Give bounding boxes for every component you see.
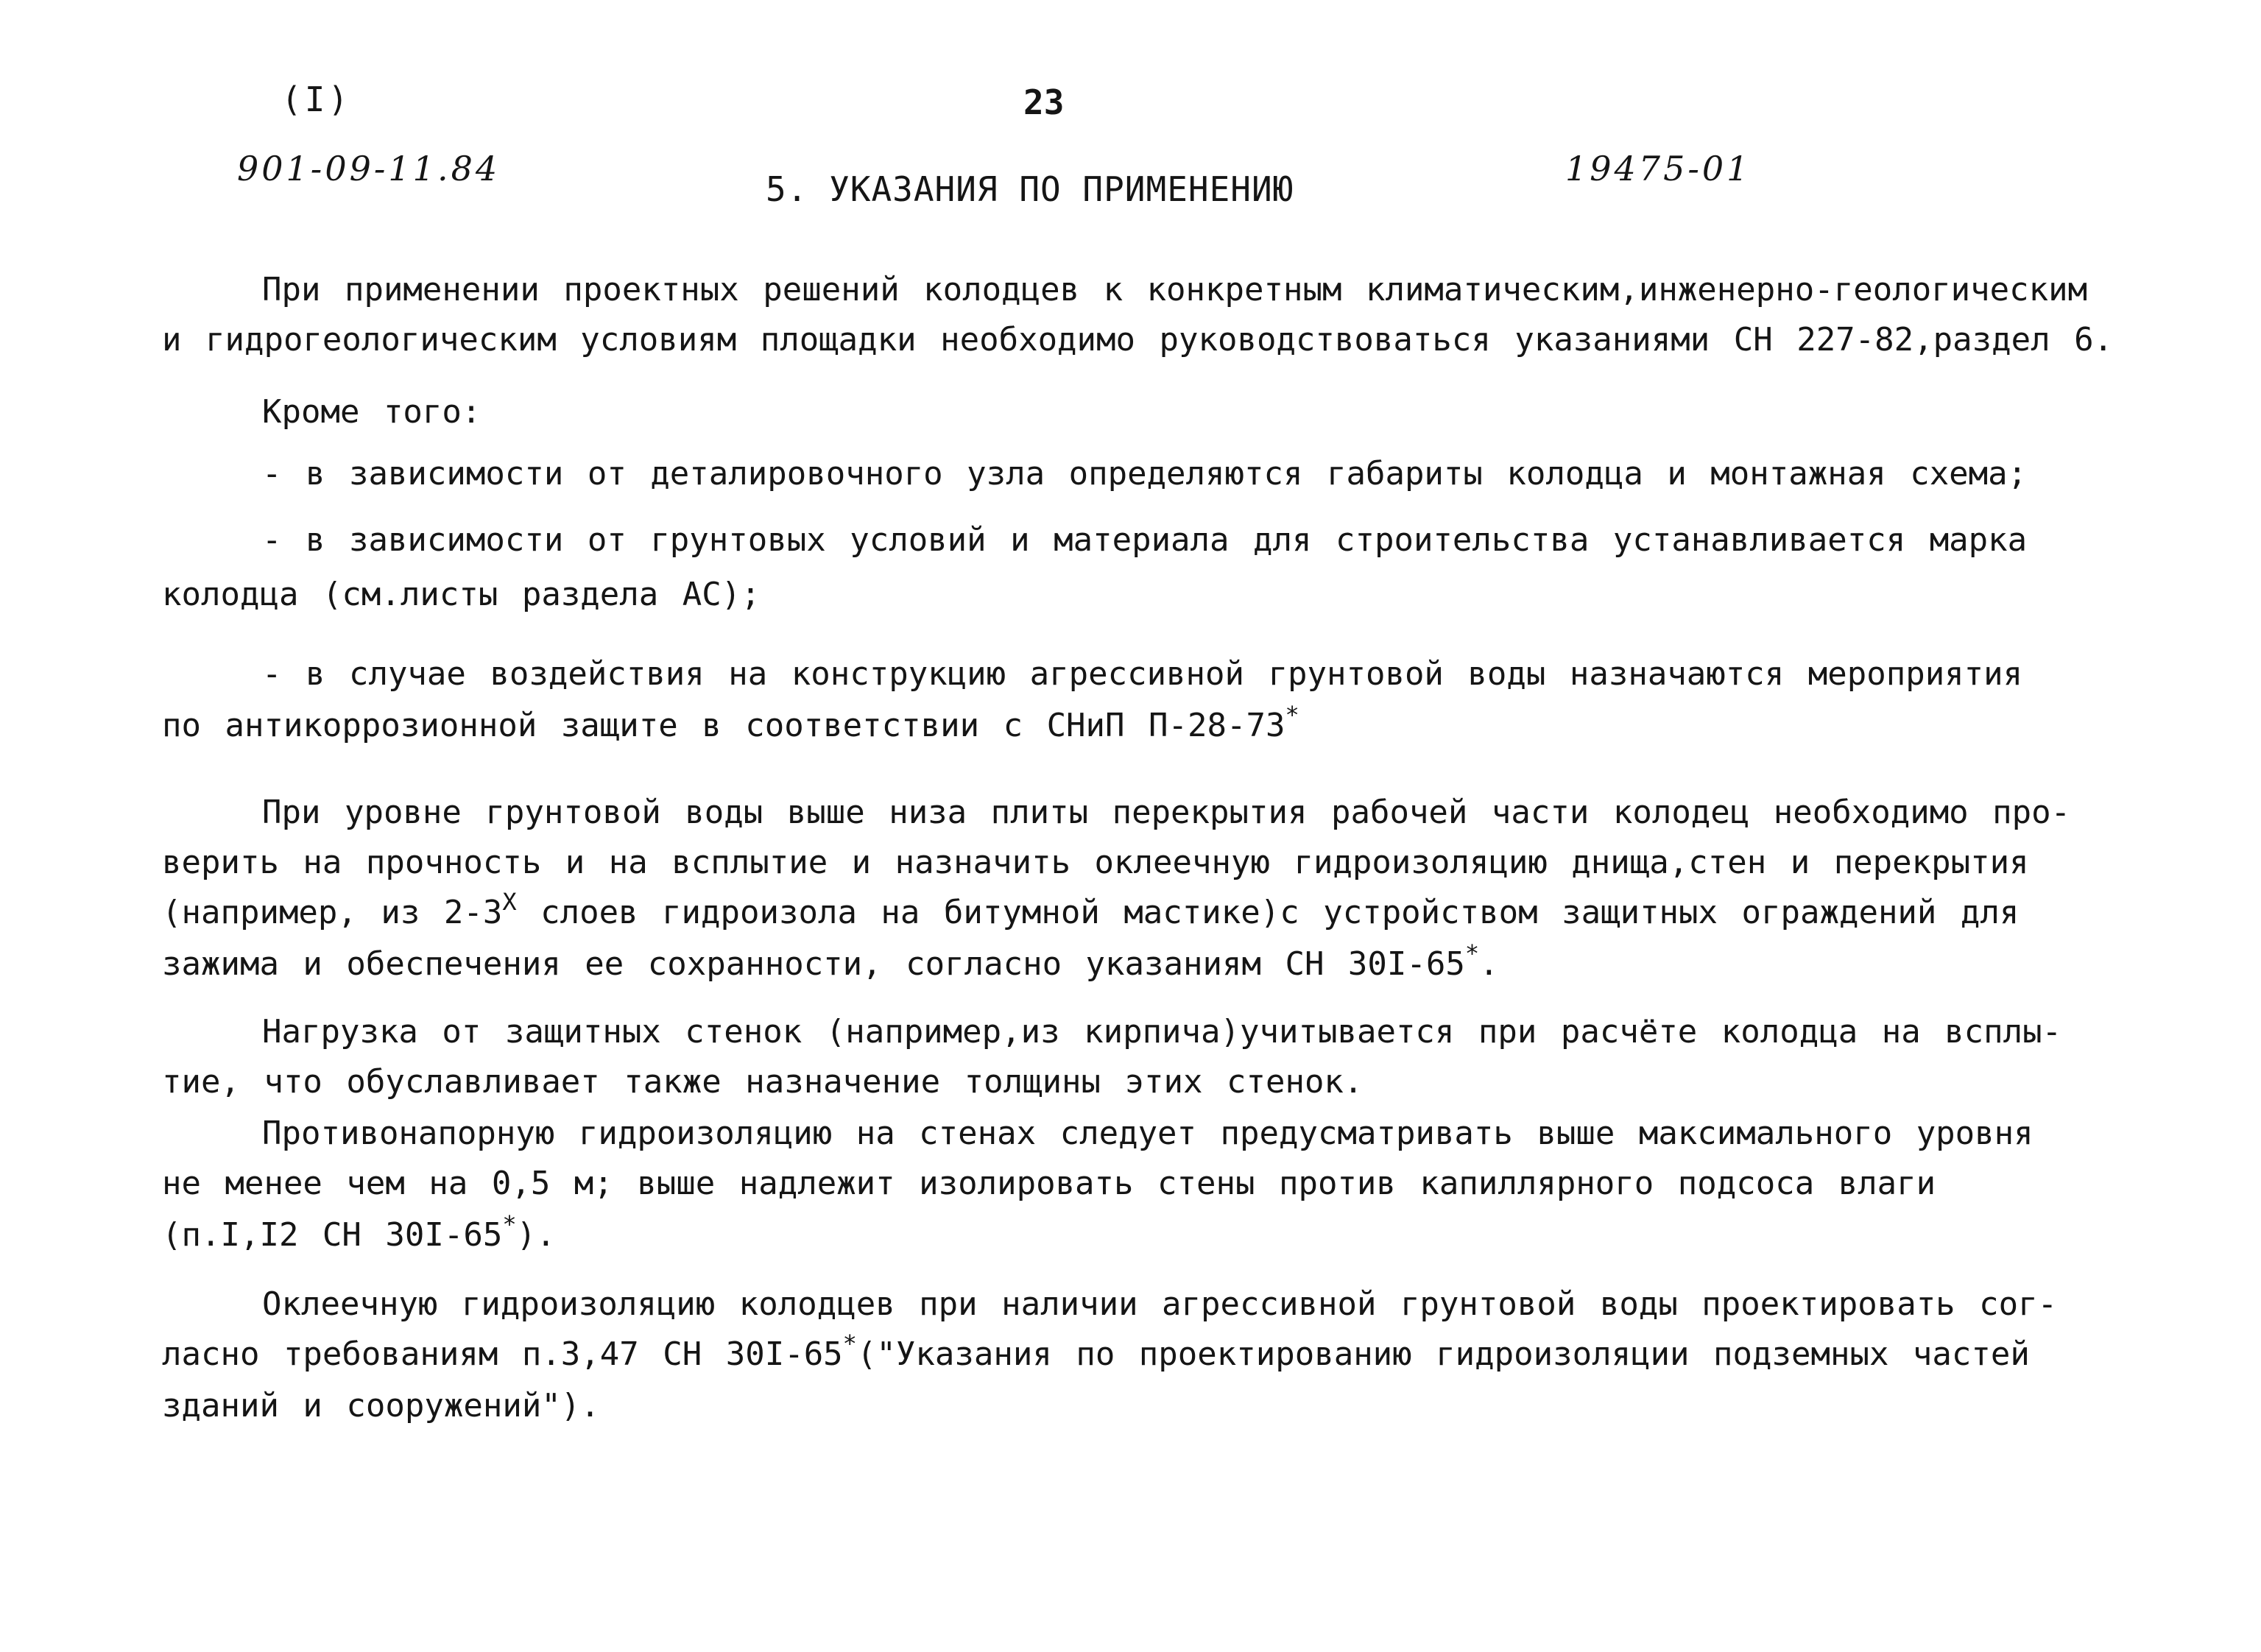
paragraph-3-line-1: - в зависимости от деталировочного узла определяются габариты колодца и монтажная схема; bbox=[262, 455, 2028, 493]
paragraph-6-line-1: При уровне грунтовой воды выше низа плиты перекрытия рабочей части колодец необходимо про- bbox=[262, 794, 2071, 831]
paragraph-6-line-4-end: . bbox=[1479, 945, 1499, 983]
asterisk-superscript: * bbox=[1285, 701, 1299, 729]
paragraph-5-line-2-text: по антикоррозионной защите в соответствии с СНиП П-28-73 bbox=[162, 707, 1285, 744]
paragraph-5-line-1: - в случае воздействия на конструкцию агрессивной грунтовой воды назначаются мероприятия bbox=[262, 655, 2023, 693]
paragraph-8-line-2: не менее чем на 0,5 м; выше надлежит изолировать стены против капиллярного подсоса влаги bbox=[162, 1165, 1936, 1202]
paragraph-7-line-1: Нагрузка от защитных стенок (например,из кирпича)учитывается при расчёте колодца на всплы- bbox=[262, 1013, 2062, 1051]
paragraph-8-line-3-end: ). bbox=[516, 1216, 556, 1254]
paragraph-5-line-2 bbox=[162, 701, 1299, 749]
paragraph-6-line-2: верить на прочность и на всплытие и назначить оклеечную гидроизоляцию днища,стен и перекрытия bbox=[162, 844, 2029, 881]
paragraph-9-line-2-text-a: ласно требованиям п.3,47 СН 30I-65 bbox=[162, 1335, 843, 1373]
x-superscript: Х bbox=[502, 888, 517, 916]
paragraph-9-line-3: зданий и сооружений"). bbox=[162, 1387, 600, 1425]
section-title: 5. УКАЗАНИЯ ПО ПРИМЕНЕНИЮ bbox=[766, 169, 1294, 209]
paragraph-2-line-1: Кроме того: bbox=[262, 393, 482, 431]
asterisk-superscript: * bbox=[502, 1210, 517, 1238]
paragraph-6-line-3 bbox=[162, 888, 2020, 936]
page-number: 23 bbox=[1023, 82, 1065, 122]
paragraph-6-line-3-text-b: слоев гидроизола на битумной мастике)с устройством защитных ограждений для bbox=[516, 894, 2020, 931]
paragraph-7-line-2: тие, что обуславливает также назначение толщины этих стенок. bbox=[162, 1063, 1364, 1101]
paragraph-6-line-3-text-a: (например, из 2-3 bbox=[162, 894, 503, 931]
project-code-handwritten: 901-09-11.84 bbox=[237, 149, 501, 188]
copy-mark: (I) bbox=[281, 80, 352, 119]
paragraph-1-line-2: и гидрогеологическим условиям площадки необходимо руководствоваться указаниями СН 227-82,раздел 6. bbox=[162, 321, 2114, 359]
paragraph-9-line-2-text-b: ("Указания по проектированию гидроизоляции подземных частей bbox=[856, 1335, 2030, 1373]
paragraph-6-line-4-text: зажима и обеспечения ее сохранности, согласно указаниям СН 30I-65 bbox=[162, 945, 1465, 983]
paragraph-4-line-1: - в зависимости от грунтовых условий и материала для строительства устанавливается марка bbox=[262, 521, 2028, 559]
paragraph-8-line-1: Противонапорную гидроизоляцию на стенах следует предусматривать выше максимального уровня bbox=[262, 1115, 2034, 1152]
paragraph-9-line-1: Оклеечную гидроизоляцию колодцев при наличии агрессивной грунтовой воды проектировать сог- bbox=[262, 1285, 2058, 1323]
asterisk-superscript: * bbox=[842, 1330, 857, 1358]
asterisk-superscript: * bbox=[1464, 939, 1480, 967]
paragraph-4-line-2: колодца (см.листы раздела АС); bbox=[162, 576, 761, 613]
inventory-number-handwritten: 19475-01 bbox=[1565, 149, 1752, 188]
paragraph-8-line-3-text: (п.I,I2 СН 30I-65 bbox=[162, 1216, 503, 1254]
paragraph-1-line-1: При применении проектных решений колодцев к конкретным климатическим,инженерно-геологическим bbox=[262, 271, 2088, 308]
paragraph-9-line-2 bbox=[162, 1330, 2030, 1377]
paragraph-8-line-3 bbox=[162, 1210, 556, 1258]
paragraph-6-line-4 bbox=[162, 939, 1499, 987]
